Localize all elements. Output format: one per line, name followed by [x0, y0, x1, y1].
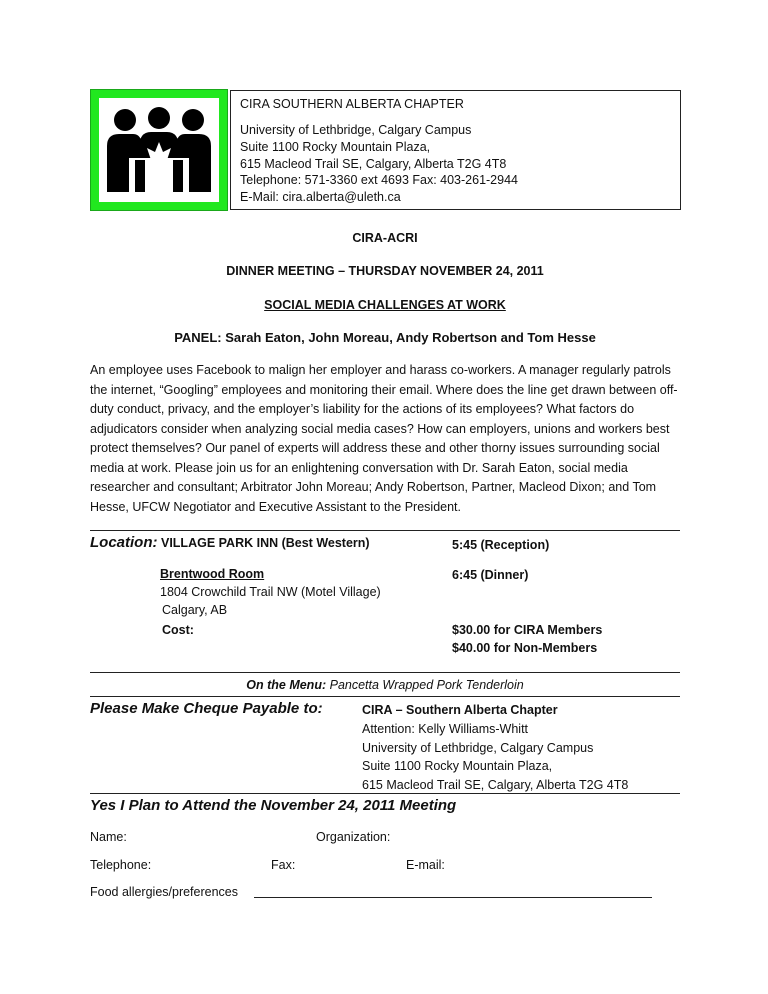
- divider: [90, 696, 680, 697]
- menu-item: Pancetta Wrapped Pork Tenderloin: [329, 678, 524, 692]
- chapter-logo: [90, 89, 228, 211]
- panel-title: PANEL: Sarah Eaton, John Moreau, Andy Robertson and Tom Hesse: [174, 330, 596, 345]
- cheque-label: Please Make Cheque Payable to:: [90, 700, 323, 717]
- address-line: University of Lethbridge, Calgary Campus: [240, 123, 472, 137]
- topic-text: SOCIAL MEDIA CHALLENGES AT WORK: [264, 298, 506, 312]
- reception-time: 5:45 (Reception): [452, 538, 550, 552]
- rsvp-heading: Yes I Plan to Attend the November 24, 2011 Meeting: [90, 797, 457, 814]
- email-field-label: E-mail:: [406, 858, 445, 872]
- location-label: Location:: [90, 534, 158, 551]
- room-text: Brentwood Room: [160, 567, 265, 581]
- venue-name: VILLAGE PARK INN (Best Western): [160, 536, 370, 550]
- location-row: [90, 535, 370, 551]
- payee-address-line: Suite 1100 Rocky Mountain Plaza,: [362, 759, 553, 773]
- org-title: CIRA-ACRI: [352, 231, 418, 245]
- telephone-field-label: Telephone:: [90, 858, 152, 872]
- payee-address-line: University of Lethbridge, Calgary Campus: [362, 741, 594, 755]
- cost-label: Cost:: [162, 623, 194, 637]
- divider: [90, 530, 680, 531]
- payee-attention: Attention: Kelly Williams-Whitt: [362, 722, 529, 736]
- divider: [90, 793, 680, 794]
- street-address: 1804 Crowchild Trail NW (Motel Village): [160, 585, 381, 599]
- menu-label: On the Menu:: [246, 678, 327, 692]
- price-members: $30.00 for CIRA Members: [452, 623, 603, 637]
- payee-name: CIRA – Southern Alberta Chapter: [362, 703, 558, 717]
- price-nonmembers: $40.00 for Non-Members: [452, 641, 598, 655]
- city: Calgary, AB: [162, 603, 228, 617]
- payee-address-line: 615 Macleod Trail SE, Calgary, Alberta T2G 4T8: [362, 778, 629, 792]
- allergies-input-line[interactable]: [254, 897, 652, 898]
- event-description: An employee uses Facebook to malign her employer and harass co-workers. A manager regularly patrols the internet, “Googling” employees and monitoring their email. Where does the line get drawn between off-duty conduct, privacy, and the employer’s liability for the actions of its employees? What factors do adjudicators consider when analyzing social media cases? How can employers, unions and workers best protect themselves? Our panel of experts will address these and other thorny issues surrounding social media at work. Please join us for an enlightening conversation with Dr. Sarah Eaton, social media researcher and consultant; Arbitrator John Moreau; Andy Robertson, Partner, Macleod Dixon; and Tom Hesse, UFCW Negotiator and Executive Assistant to the President.: [90, 363, 678, 514]
- divider: [90, 672, 680, 673]
- telephone-line: Telephone: 571-3360 ext 4693 Fax: 403-261-2944: [240, 173, 518, 187]
- email-line: E-Mail: cira.alberta@uleth.ca: [240, 190, 401, 204]
- dinner-time: 6:45 (Dinner): [452, 568, 529, 582]
- organization-field-label: Organization:: [316, 830, 391, 844]
- room-name: [160, 566, 264, 582]
- menu-line: [90, 677, 680, 693]
- address-line: 615 Macleod Trail SE, Calgary, Alberta T2G 4T8: [240, 157, 507, 171]
- chapter-name: CIRA SOUTHERN ALBERTA CHAPTER: [240, 97, 464, 111]
- three-people-maple-leaf-icon: [99, 98, 219, 202]
- name-field-label: Name:: [90, 830, 127, 844]
- fax-field-label: Fax:: [271, 858, 296, 872]
- allergies-field-label: Food allergies/preferences: [90, 885, 238, 899]
- address-line: Suite 1100 Rocky Mountain Plaza,: [240, 140, 431, 154]
- topic-title: [90, 297, 680, 313]
- event-title: DINNER MEETING – THURSDAY NOVEMBER 24, 2011: [226, 264, 544, 278]
